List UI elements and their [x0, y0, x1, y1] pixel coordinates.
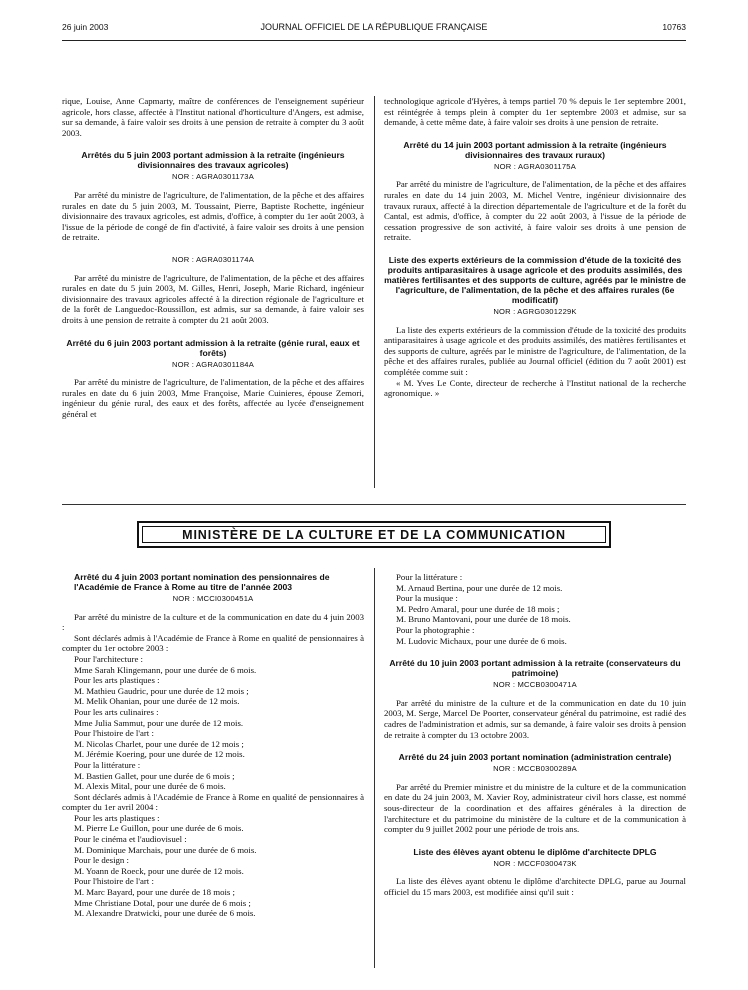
list-item: M. Yoann de Roeck, pour une durée de 12 mois.	[74, 865, 244, 876]
pensionnaires-list-continued	[384, 572, 686, 646]
list-item: M. Mathieu Gaudric, pour une durée de 12 mois ;	[74, 685, 249, 696]
nor-reference: NOR : AGRA0301173A	[172, 172, 254, 182]
header-date: 26 juin 2003	[62, 22, 109, 32]
ministry-banner-text: MINISTÈRE DE LA CULTURE ET DE LA COMMUNICATION	[142, 526, 606, 543]
decree-paragraph: Par arrêté du ministre de la culture et de la communication en date du 4 juin 2003 :	[62, 611, 364, 633]
left-column-top	[62, 96, 364, 419]
right-column-bottom	[384, 572, 686, 897]
nor-reference: NOR : AGRG0301229K	[493, 306, 577, 316]
decree-paragraph: Sont déclarés admis à l'Académie de France à Rome en qualité de pensionnaires à compter du 1er avril 2004 :	[62, 791, 364, 813]
right-column-top	[384, 96, 686, 399]
list-item: M. Marc Bayard, pour une durée de 18 mois ;	[74, 887, 235, 898]
section-title: Arrêté du 10 juin 2003 portant admission à la retraite (conservateurs du patrimoine)	[389, 658, 681, 679]
section-title: Liste des experts extérieurs de la commission d'étude de la toxicité des produits antiparasitaires à usage agricole et des produits assimilés, des matières fertilisantes et des supports de culture, agréés par le ministre de l'agriculture, de l'alimentation, de la pêche et des affaires rurales (6e modificatif)	[384, 254, 686, 305]
section-title: Liste des élèves ayant obtenu le diplôme d'architecte DPLG	[413, 846, 657, 857]
nor-reference: NOR : AGRA0301174A	[172, 254, 254, 264]
list-item: M. Nicolas Charlet, pour une durée de 12 mois ;	[74, 738, 244, 749]
list-item: Pour l'architecture :	[74, 653, 144, 664]
left-column-bottom	[62, 572, 364, 919]
list-item: Pour les arts plastiques :	[74, 675, 160, 686]
list-item: Pour les arts culinaires :	[74, 706, 159, 717]
list-item: Pour la littérature :	[396, 572, 463, 582]
decree-paragraph: Par arrêté du ministre de l'agriculture, de l'alimentation, de la pêche et des affaires rurales en date du 5 juin 2003, M. Gilles, Henri, Joseph, Marie Richard, ingénieur divisionnaire des travaux agricoles affecté à la direction régionale de l'agriculture et de la forêt de Languedoc-Roussillon, est admis, sur sa demande, à faire valoir ses droits à une pension de retraite à compter du 21 août 2003.	[62, 272, 364, 325]
section-title: Arrêté du 24 juin 2003 portant nomination (administration centrale)	[398, 752, 672, 763]
pensionnaires-list-april	[62, 813, 364, 919]
decree-paragraph: Par arrêté du ministre de l'agriculture, de l'alimentation, de la pêche et des affaires rurales en date du 14 juin 2003, M. Michel Ventre, ingénieur divisionnaire des travaux ruraux, affecté à la direction départementale de l'agriculture et de la forêt du Cantal, est admis, d'office, à compter du 22 août 2003, à l'issue de la période de cessation progressive de son activité, à faire valoir ses droits à une pension de retraite.	[384, 179, 686, 243]
decree-paragraph: Par arrêté du ministre de la culture et de la communication en date du 10 juin 2003, M. Serge, Marcel De Poorter, conservateur général du patrimoine, est radié des cadres de l'administration et admis, sur sa demande, à faire valoir ses droits à pension de retraite à compter du 13 octobre 2003.	[384, 697, 686, 740]
decree-paragraph: Sont déclarés admis à l'Académie de France à Rome en qualité de pensionnaires à compter du 1er octobre 2003 :	[62, 632, 364, 654]
nor-reference: NOR : AGRA0301175A	[494, 161, 576, 171]
list-item: M. Bruno Mantovani, pour une durée de 18 mois.	[396, 614, 571, 625]
list-item: M. Dominique Marchais, pour une durée de 6 mois.	[74, 844, 257, 855]
list-item: M. Alexandre Dratwicki, pour une durée de 6 mois.	[74, 908, 256, 919]
list-item: M. Arnaud Bertina, pour une durée de 12 mois.	[396, 582, 563, 593]
continued-paragraph: rique, Louise, Anne Capmarty, maître de conférences de l'enseignement supérieur agricole, hors classe, affectée à l'Institut national d'horticulture d'Angers, est admise, sur sa demande, à faire valoir ses droits à une pension de retraite à compter du 3 août 2003.	[62, 96, 364, 138]
decree-paragraph: Par arrêté du ministre de l'agriculture, de l'alimentation, de la pêche et des affaires rurales en date du 5 juin 2003, M. Toussaint, Pierre, Baptiste Rochette, ingénieur divisionnaire des travaux agricoles, est admis, d'office, à compter du 1er août 2003, à l'issue de la période de congé de fin d'activité, à faire valoir ses droits à une pension de retraite.	[62, 189, 364, 243]
section-separator	[62, 504, 686, 505]
decree-paragraph: La liste des élèves ayant obtenu le diplôme d'architecte DPLG, parue au Journal officiel du 15 mars 2003, est modifiée ainsi qu'il suit :	[384, 876, 686, 897]
section-title: Arrêté du 4 juin 2003 portant nomination des pensionnaires de l'Académie de France à Rome au titre de l'année 2003	[74, 572, 330, 592]
decree-paragraph: Par arrêté du Premier ministre et du ministre de la culture et de la communication en date du 24 juin 2003, M. Xavier Roy, administrateur civil hors classe, est nommé sous-directeur de la coordination et des affaires générales à la direction de l'architecture et du patrimoine du ministère de la culture et de la communication à compter du 9 juillet 2002 pour une période de trois ans.	[384, 781, 686, 835]
nor-reference: NOR : MCCI0300451A	[172, 594, 254, 603]
nor-reference: NOR : MCCF0300473K	[493, 858, 577, 868]
continued-paragraph: technologique agricole d'Hyères, à temps partiel 70 % depuis le 1er septembre 2001, est réintégrée à temps plein à compter du 1er septembre 2003 et admise, sur sa demande, à cette même date, à faire valoir ses droits à une pension de retraite.	[384, 96, 686, 128]
list-item: M. Bastien Gallet, pour une durée de 6 mois ;	[74, 770, 235, 781]
list-item: Mme Christiane Dotal, pour une durée de 6 mois ;	[74, 897, 251, 908]
list-item: Pour les arts plastiques :	[74, 812, 160, 823]
page-header	[62, 22, 686, 36]
nor-reference: NOR : MCCB0300289A	[493, 764, 577, 774]
list-item: Mme Julia Sammut, pour une durée de 12 mois.	[74, 717, 244, 728]
list-item: Pour l'histoire de l'art :	[74, 728, 154, 739]
nor-reference: NOR : AGRA0301184A	[172, 359, 254, 369]
list-item: M. Jérémie Koering, pour une durée de 12 mois.	[74, 749, 245, 760]
list-item: Pour l'histoire de l'art :	[74, 876, 154, 887]
list-item: M. Ludovic Michaux, pour une durée de 6 mois.	[396, 635, 567, 646]
column-divider	[374, 96, 375, 488]
decree-paragraph: La liste des experts extérieurs de la commission d'étude de la toxicité des produits antiparasitaires à usage agricole et des produits assimilés, des matières fertilisantes et des supports de culture, agréés par le ministre de l'agriculture, de l'alimentation, de la pêche et des affaires rurales, publiée au Journal officiel (édition du 7 août 2001) est complétée comme suit :	[384, 324, 686, 377]
list-item: Mme Sarah Klingemann, pour une durée de 6 mois.	[74, 664, 257, 675]
column-divider	[374, 568, 375, 968]
ministry-banner	[137, 521, 611, 548]
header-page-number: 10763	[662, 22, 686, 32]
section-title: Arrêté du 6 juin 2003 portant admission à la retraite (génie rural, eaux et forêts)	[66, 337, 360, 358]
section-title: Arrêtés du 5 juin 2003 portant admission à la retraite (ingénieurs divisionnaires des travaux agricoles)	[81, 150, 345, 171]
list-item: Pour la musique :	[396, 593, 458, 604]
pensionnaires-list-october	[62, 654, 364, 792]
list-item: M. Melik Ohanian, pour une durée de 12 mois.	[74, 696, 240, 707]
list-item: M. Pedro Amaral, pour une durée de 18 mois ;	[396, 603, 560, 614]
nor-reference: NOR : MCCB0300471A	[493, 680, 577, 690]
list-item: Pour le design :	[74, 855, 129, 866]
section-title: Arrêté du 14 juin 2003 portant admission à la retraite (ingénieurs divisionnaires des travaux ruraux)	[403, 139, 667, 160]
list-item: Pour la photographie :	[396, 624, 475, 635]
list-item: M. Pierre Le Guillon, pour une durée de 6 mois.	[74, 823, 244, 834]
header-journal-title: JOURNAL OFFICIEL DE LA RÉPUBLIQUE FRANÇAISE	[260, 22, 488, 32]
list-item: Pour la littérature :	[74, 759, 141, 770]
list-item: M. Alexis Mital, pour une durée de 6 mois.	[74, 781, 226, 792]
list-item: Pour le cinéma et l'audiovisuel :	[74, 834, 187, 845]
header-rule	[62, 40, 686, 41]
decree-paragraph: Par arrêté du ministre de l'agriculture, de l'alimentation, de la pêche et des affaires rurales en date du 6 juin 2003, Mme Françoise, Marie Cuinieres, épouse Zemori, ingénieur du génie rural, des eaux et des forêts, affectée au lycée d'enseignement général et	[62, 377, 364, 419]
quoted-entry: « M. Yves Le Conte, directeur de recherche à l'Institut national de la recherche agronomique. »	[384, 377, 686, 399]
